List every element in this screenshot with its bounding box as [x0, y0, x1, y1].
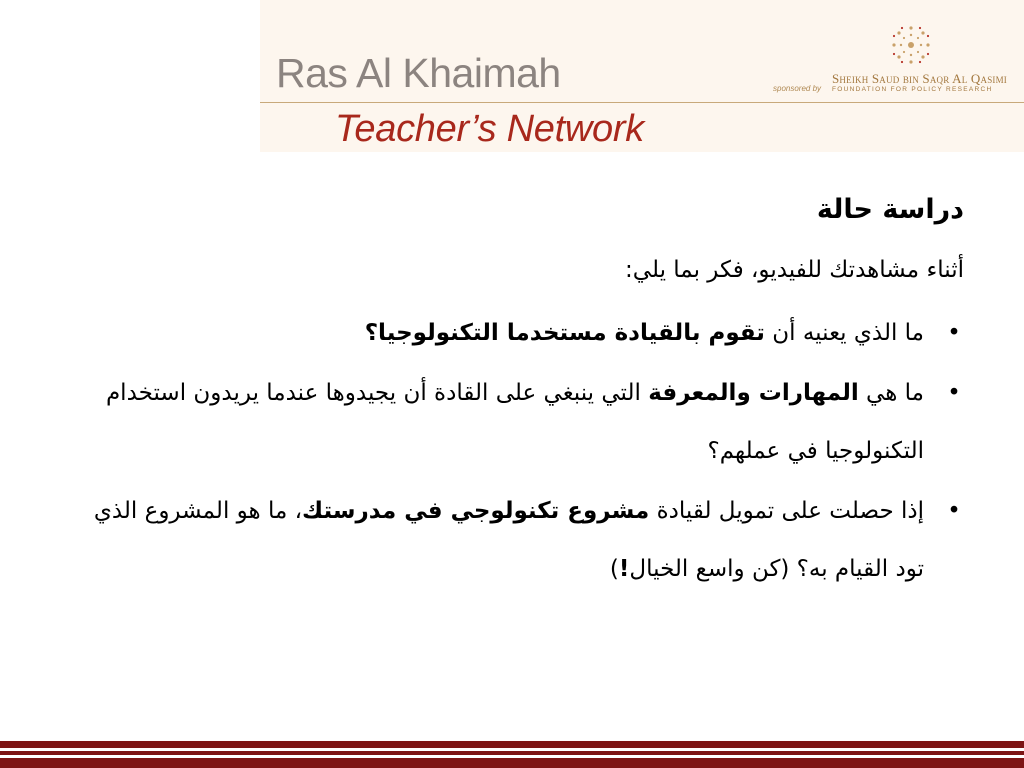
- bullet-text: إذا حصلت على تمويل لقيادة: [649, 498, 924, 524]
- intro-text: أثناء مشاهدتك للفيديو، فكر بما يلي:: [625, 257, 964, 283]
- bullet-icon: •: [947, 498, 961, 524]
- bullet-bold-text: المهارات والمعرفة: [648, 380, 859, 406]
- bullet-list: [64, 304, 964, 598]
- footer-stripe: [0, 758, 1024, 768]
- bullet-text: التي ينبغي على القادة أن يجيدوها عندما يريدون استخدام التكنولوجيا في عملهم؟: [105, 380, 924, 464]
- bullet-bold-text: تقوم بالقيادة مستخدما التكنولوجيا؟: [364, 320, 765, 346]
- bullet-item: [64, 482, 964, 598]
- header-divider: [260, 102, 1024, 103]
- starburst-logo-icon: [888, 22, 934, 68]
- bullet-item: [64, 364, 964, 480]
- bullet-text: ): [609, 556, 619, 582]
- bullet-text: ما الذي يعنيه أن: [764, 320, 924, 346]
- footer-stripe: [0, 741, 1024, 748]
- brand-subtitle: Teacher’s Network: [335, 108, 644, 150]
- bullet-bold-text: مشروع تكنولوجي في مدرستك: [302, 498, 650, 524]
- sponsor-name: Sheikh Saud bin Saqr Al Qasimi: [832, 71, 1007, 86]
- slide-content: [64, 188, 964, 600]
- bullet-item: [64, 304, 964, 362]
- sponsor-foundation: FOUNDATION FOR POLICY RESEARCH: [832, 86, 993, 93]
- bullet-icon: •: [947, 320, 961, 346]
- bullet-text: ، ما هو المشروع الذي تود القيام به؟ (كن واسع الخيال: [93, 498, 924, 582]
- bullet-icon: •: [947, 380, 961, 406]
- bullet-text: ما هي: [858, 380, 924, 406]
- sponsored-by-label: sponsored by: [773, 84, 822, 93]
- bullet-bold-text: !: [618, 556, 630, 582]
- footer-stripe: [0, 751, 1024, 755]
- brand-title: Ras Al Khaimah: [276, 50, 561, 96]
- slide-title: دراسة حالة: [816, 194, 964, 225]
